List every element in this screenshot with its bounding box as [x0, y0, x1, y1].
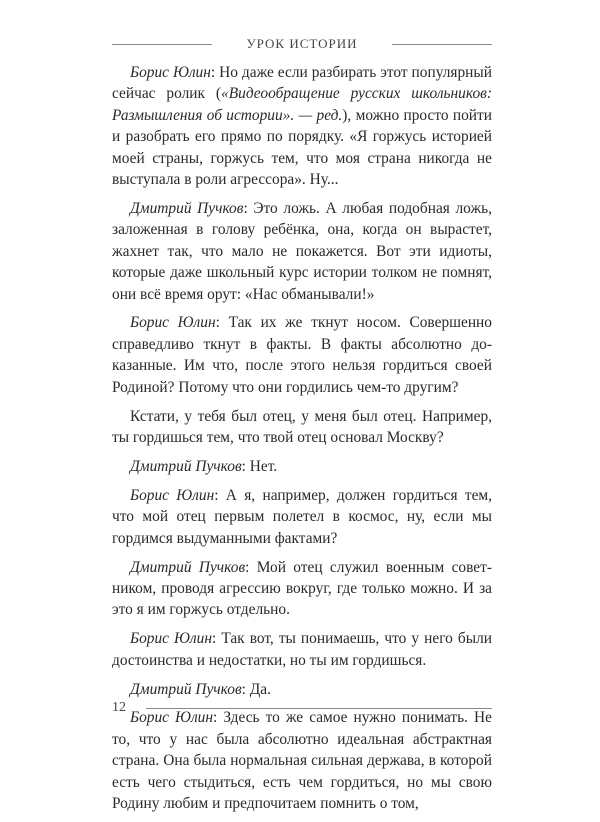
speaker-name: Дмитрий Пучков [130, 199, 244, 217]
running-header [112, 34, 492, 54]
speaker-name: Дмитрий Пучков [130, 457, 242, 475]
paragraph [112, 456, 492, 477]
paragraph-text: : Здесь то же самое нужно понимать. Не то, что у нас была абсолютно идеальная абстрактная страна. Она была нормальная сильная держава, в которой есть чего стыдиться, есть чем гордиться, но мы свою Родину любим и предпочитаем помнить о том, [112, 709, 492, 813]
speaker-name: Борис Юлин [130, 630, 212, 648]
speaker-name: Борис Юлин [130, 64, 211, 81]
paragraph-text: ), можно просто пойти и разобрать его прямо по порядку. «Я горжусь историей моей страны, горжусь тем, что моя страна никогда не выступала в роли агрессора». Ну... [112, 106, 492, 189]
speaker-name: Борис Юлин [130, 709, 213, 727]
paragraph [112, 406, 492, 449]
speaker-name: Дмитрий Пучков [130, 680, 242, 698]
page-footer [112, 698, 492, 718]
paragraph [112, 62, 492, 190]
running-title: УРОК ИСТОРИИ [246, 36, 358, 51]
paragraph-text: : Да. [241, 680, 271, 698]
paragraph [112, 707, 492, 814]
header-rule-left [112, 44, 212, 45]
paragraph [112, 557, 492, 621]
paragraph-text: : Это ложь. А любая подобная ложь, заложенная в голову ребёнка, она, когда он вырастет, жахнет так, что мало не покажется. Вот эти идиоты, которые даже школьный курс истории толком не помнят, они всё время орут: «Нас обманывали!» [112, 199, 492, 303]
paragraph-text: : Так их же ткнут носом. Совершенно справедливо ткнут в факты. В факты абсолютно доказанные. Им что, после этого нельзя гордиться своей Родиной? Потому что они гордились чем-то другим? [112, 314, 492, 396]
speaker-name: Дмитрий Пучков [130, 558, 246, 576]
paragraph [112, 312, 492, 398]
page-number: 12 [112, 700, 126, 715]
paragraph-text: : Так вот, ты понимаешь, что у него были достоинства и недостатки, но ты им гордишься. [112, 630, 492, 669]
paragraph [112, 679, 492, 700]
paragraph-text: Кстати, у тебя был отец, у меня был отец. Например, ты гордишься тем, что твой отец основал Москву? [112, 407, 492, 446]
paragraph-text: : А я, например, должен гордиться тем, что мой отец первым полетел в космос, ну, если мы гордимся выдуманными фактами? [112, 486, 492, 547]
header-rule-right [392, 44, 492, 45]
speaker-name: Борис Юлин [130, 486, 215, 504]
paragraph [112, 198, 492, 305]
paragraph [112, 485, 492, 549]
italic-reference: «Видеообращение русских школьников: Размышления об истории». — ред. [112, 85, 492, 124]
paragraph-text: : Но даже если разбирать этот популярный сейчас ролик ( [112, 64, 492, 103]
paragraph-text: : Мой отец служил военным советником, проводя агрессию вокруг, где только можно. И за это я им горжусь отдельно. [112, 558, 492, 619]
paragraph [112, 628, 492, 671]
paragraph-text: : Нет. [241, 457, 278, 475]
footer-rule [146, 708, 492, 709]
speaker-name: Борис Юлин [130, 314, 216, 332]
